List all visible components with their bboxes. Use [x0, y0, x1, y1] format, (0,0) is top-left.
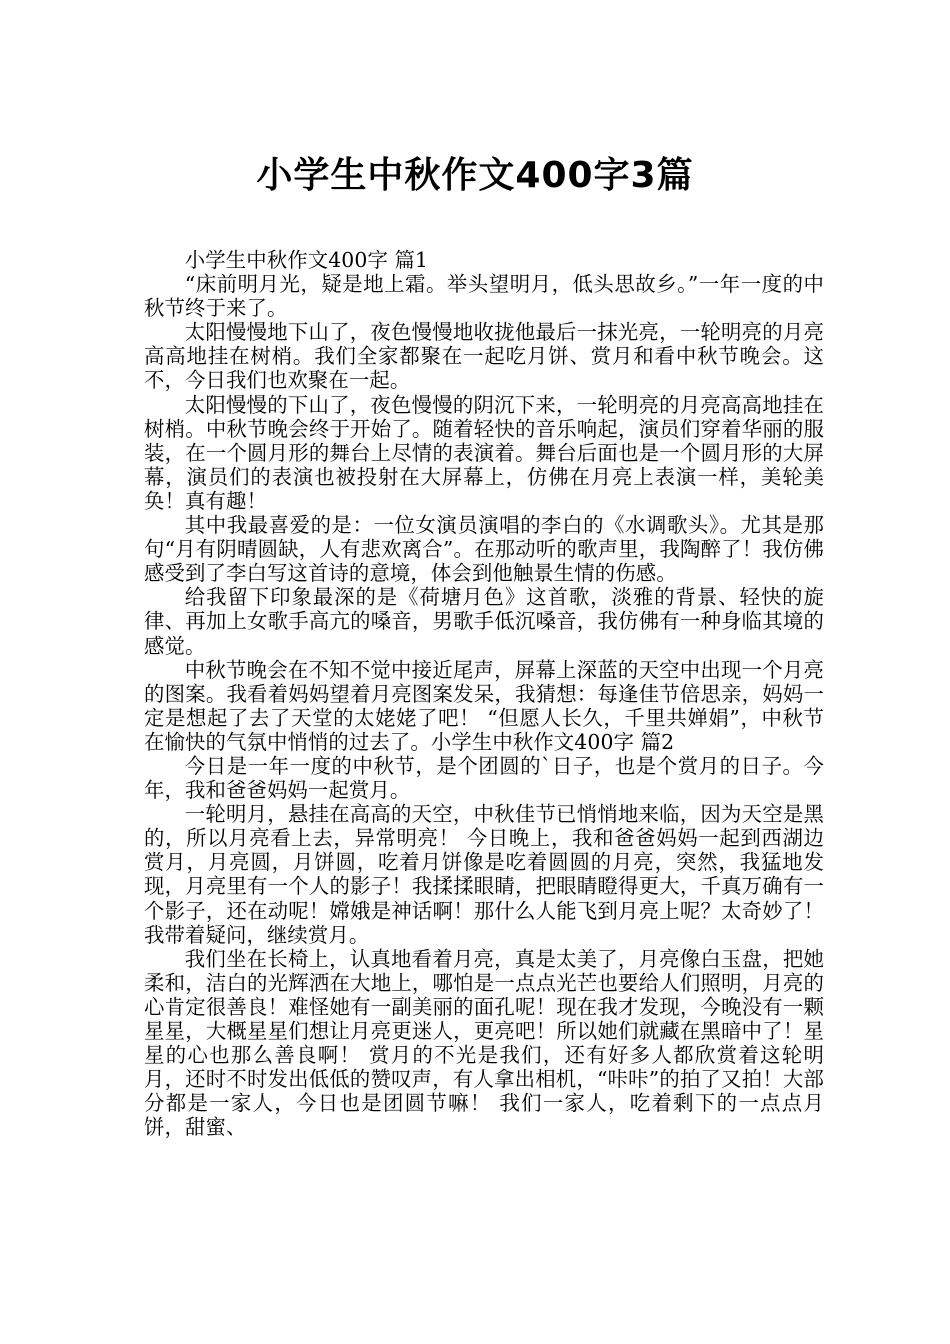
document-title: 小学生中秋作文400字3篇: [256, 155, 694, 197]
paragraph: 其中我最喜爱的是：一位女演员演唱的李白的《水调歌头》。尤其是那句“月有阴晴圆缺，人有悲欢离合”。在那动听的歌声里，我陶醉了！我仿佛感受到了李白写这首诗的意境，体会到他触景生情的伤感。: [144, 513, 824, 586]
paragraph: “床前明月光，疑是地上霜。举头望明月，低头思故乡。”一年一度的中秋节终于来了。: [144, 272, 824, 321]
paragraph: 太阳慢慢地下山了，夜色慢慢地收拢他最后一抹光亮，一轮明亮的月亮高高地挂在树梢。我们全家都聚在一起吃月饼、赏月和看中秋节晚会。这不，今日我们也欢聚在一起。: [144, 320, 824, 393]
paragraph: 中秋节晚会在不知不觉中接近尾声，屏幕上深蓝的天空中出现一个月亮的图案。我看着妈妈望着月亮图案发呆，我猜想：每逢佳节倍思亲，妈妈一定是想起了去了天堂的太姥姥了吧！ “但愿人长久，千里共婵娟”，中秋节在愉快的气氛中悄悄的过去了。小学生中秋作文400字 篇2: [144, 657, 824, 754]
paragraph: 今日是一年一度的中秋节，是个团圆的`日子，也是个赏月的日子。今年，我和爸爸妈妈一起赏月。: [144, 753, 824, 803]
paragraph: 一轮明月，悬挂在高高的天空，中秋佳节已悄悄地来临，因为天空是黑的，所以月亮看上去，异常明亮！ 今日晚上，我和爸爸妈妈一起到西湖边赏月，月亮圆，月饼圆，吃着月饼像是吃着圆圆的月亮，突然，我猛地发现，月亮里有一个人的影子！我揉揉眼睛，把眼睛瞪得更大，千真万确有一个影子，还在动呢！嫦娥是神话啊！那什么人能飞到月亮上呢？太奇妙了！我带着疑问，继续赏月。: [144, 802, 824, 947]
essay-heading-1: 小学生中秋作文400字 篇1: [184, 248, 429, 272]
paragraph: 太阳慢慢的下山了，夜色慢慢的阴沉下来，一轮明亮的月亮高高地挂在树梢。中秋节晚会终于开始了。随着轻快的音乐响起，演员们穿着华丽的服装，在一个圆月形的舞台上尽情的表演着。舞台后面也是一个圆月形的大屏幕，演员们的表演也被投射在大屏幕上，仿佛在月亮上表演一样，美轮美奂！真有趣！: [144, 392, 824, 513]
document-body: [144, 248, 824, 1139]
paragraph: 我们坐在长椅上，认真地看着月亮，真是太美了，月亮像白玉盘，把她柔和，洁白的光辉洒在大地上，哪怕是一点点光芒也要给人们照明，月亮的心肯定很善良！难怪她有一副美丽的面孔呢！现在我才发现，今晚没有一颗星星，大概星星们想让月亮更迷人，更亮吧！所以她们就藏在黑暗中了！星星的心也那么善良啊！ 赏月的不光是我们，还有好多人都欣赏着这轮明月，还时不时发出低低的赞叹声，有人拿出相机，“咔咔”的拍了又拍！大部分都是一家人，今日也是团圆节嘛！ 我们一家人，吃着剩下的一点点月饼，甜蜜、: [144, 946, 824, 1140]
paragraph: 给我留下印象最深的是《荷塘月色》这首歌，淡雅的背景、轻快的旋律、再加上女歌手高亢的嗓音，男歌手低沉嗓音，我仿佛有一种身临其境的感觉。: [144, 585, 824, 658]
